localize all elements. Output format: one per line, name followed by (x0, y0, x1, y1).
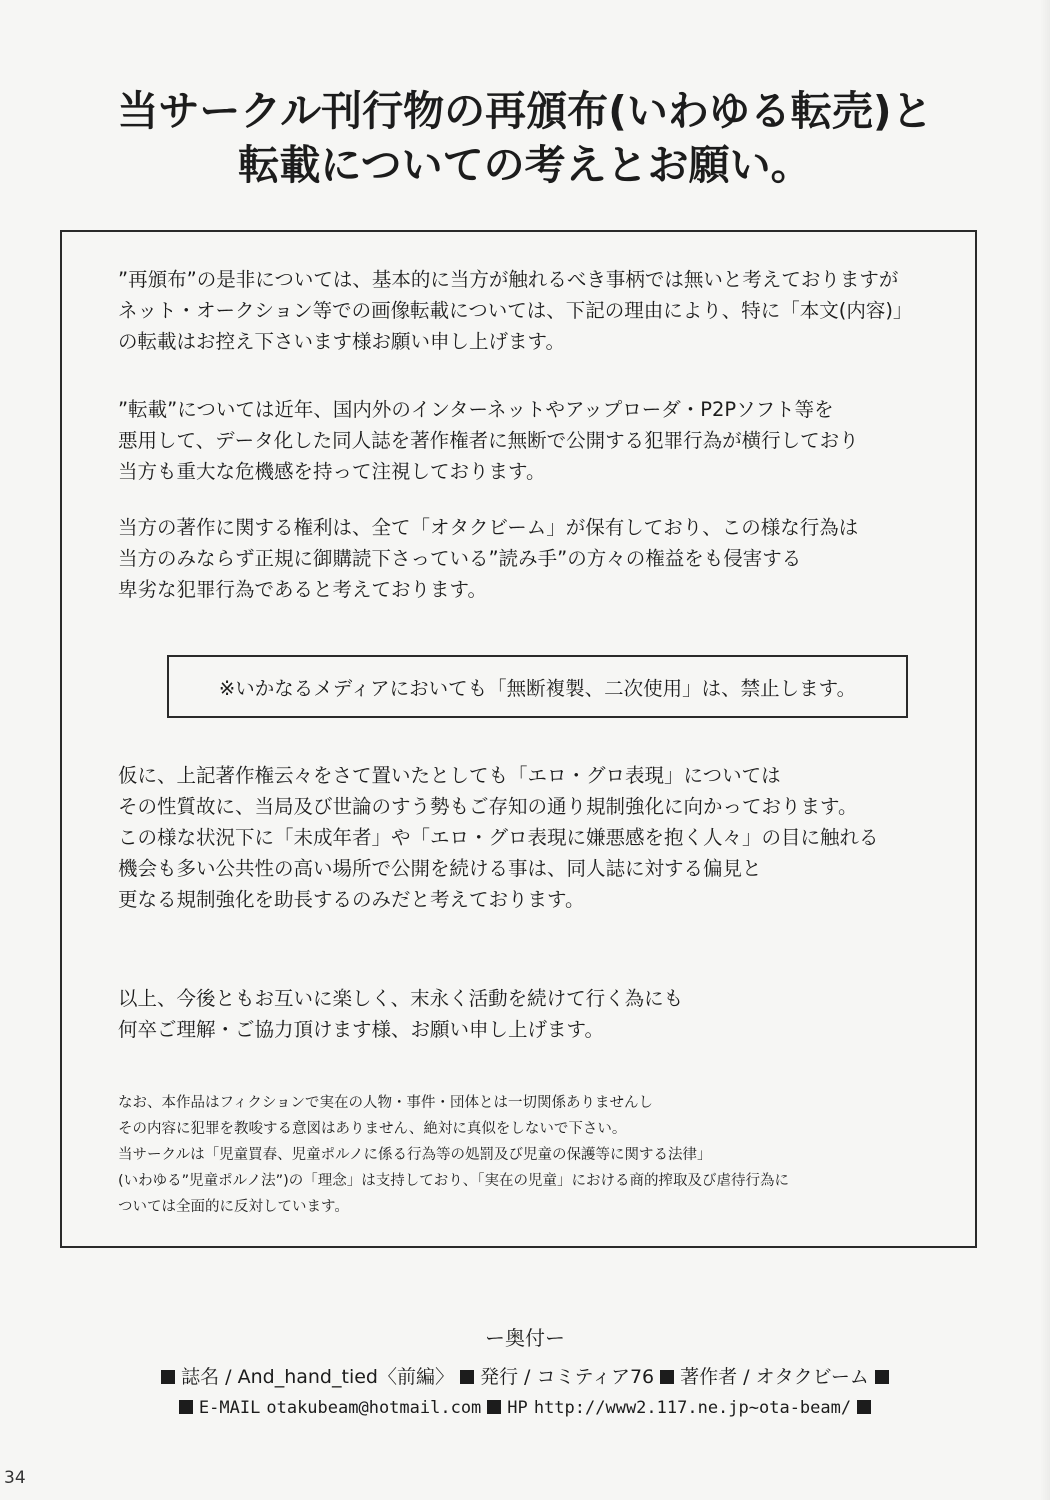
colophon-author: 著作者 / オタクビーム (680, 1366, 869, 1388)
homepage-url: http://www2.117.ne.jp~ota-beam/ (533, 1398, 852, 1418)
square-bullet-icon (857, 1400, 871, 1414)
prohibition-notice-text: ※いかなるメディアにおいても「無断複製、二次使用」は、禁止します。 (218, 676, 857, 700)
text-line: 更なる規制強化を助長するのみだと考えております。 (118, 888, 585, 911)
text-line: 当方のみならず正規に御購読下さっている”読み手”の方々の権益をも侵害する (118, 547, 802, 570)
disclaimer-small-print (118, 1090, 789, 1220)
prohibition-notice-box (167, 655, 908, 718)
text-line: 以上、今後ともお互いに楽しく、末永く活動を続けて行く為にも (118, 987, 684, 1010)
paragraph-expression (118, 760, 879, 915)
text-line: その内容に犯罪を教唆する意図はありません、絶対に真似をしないで下さい。 (118, 1121, 627, 1137)
square-bullet-icon (875, 1370, 889, 1384)
page-number: 34 (4, 1468, 26, 1488)
text-line: 機会も多い公共性の高い場所で公開を続ける事は、同人誌に対する偏見と (118, 857, 762, 880)
square-bullet-icon (660, 1370, 674, 1384)
text-line: ”転載”については近年、国内外のインターネットやアップローダ・P2Pソフト等を (118, 398, 834, 421)
text-line: 仮に、上記著作権云々をさて置いたとしても「エロ・グロ表現」については (118, 764, 781, 787)
text-line: その性質故に、当局及び世論のすう勢もご存知の通り規制強化に向かっております。 (118, 795, 858, 818)
colophon-line-1 (0, 1362, 1050, 1389)
square-bullet-icon (460, 1370, 474, 1384)
text-line: 卑劣な犯罪行為であると考えております。 (118, 578, 487, 601)
colophon-heading: ー奥付ー (485, 1326, 565, 1350)
text-line: 悪用して、データ化した同人誌を著作権者に無断で公開する犯罪行為が横行しており (118, 429, 859, 452)
email-address: otakubeam@hotmail.com (266, 1398, 482, 1418)
colophon-line-2 (0, 1396, 1050, 1418)
page-title-line-1: 当サークル刊行物の再頒布(いわゆる転売)と (117, 87, 933, 135)
email-label: E-MAIL (198, 1398, 261, 1418)
text-line: ついては全面的に反対しています。 (118, 1199, 349, 1215)
colophon-title: 誌名 / And_hand_tied〈前編〉 (181, 1366, 454, 1388)
text-line: 当サークルは「児童買春、児童ポルノに係る行為等の処罰及び児童の保護等に関する法律」 (118, 1147, 712, 1163)
page-title-line-2: 転載についての考えとお願い。 (238, 141, 812, 189)
paragraph-reposting (118, 394, 859, 487)
square-bullet-icon (161, 1370, 175, 1384)
paragraph-closing (118, 983, 683, 1045)
text-line: ネット・オークション等での画像転載については、下記の理由により、特に「本文(内容)」 (118, 299, 913, 322)
text-line: 当方の著作に関する権利は、全て「オタクビーム」が保有しており、この様な行為は (118, 516, 859, 539)
hp-label: HP (507, 1398, 528, 1418)
text-line: 当方も重大な危機感を持って注視しております。 (118, 460, 546, 483)
paragraph-rights (118, 512, 858, 605)
text-line: の転載はお控え下さいます様お願い申し上げます。 (118, 330, 565, 353)
paragraph-redistribution (118, 264, 912, 357)
text-line: この様な状況下に「未成年者」や「エロ・グロ表現に嫌悪感を抱く人々」の目に触れる (118, 826, 879, 849)
colophon-publisher: 発行 / コミティア76 (479, 1366, 655, 1388)
text-line: (いわゆる”児童ポルノ法”)の「理念」は支持しており、「実在の児童」における商的搾取及び虐待行為に (118, 1173, 790, 1189)
text-line: 何卒ご理解・ご協力頂けます様、お願い申し上げます。 (118, 1018, 604, 1041)
square-bullet-icon (179, 1400, 193, 1414)
page-edge-shadow (1040, 0, 1050, 1500)
text-line: ”再頒布”の是非については、基本的に当方が触れるべき事柄では無いと考えておりますが (118, 268, 899, 291)
square-bullet-icon (487, 1400, 501, 1414)
text-line: なお、本作品はフィクションで実在の人物・事件・団体とは一切関係ありませんし (118, 1095, 654, 1111)
